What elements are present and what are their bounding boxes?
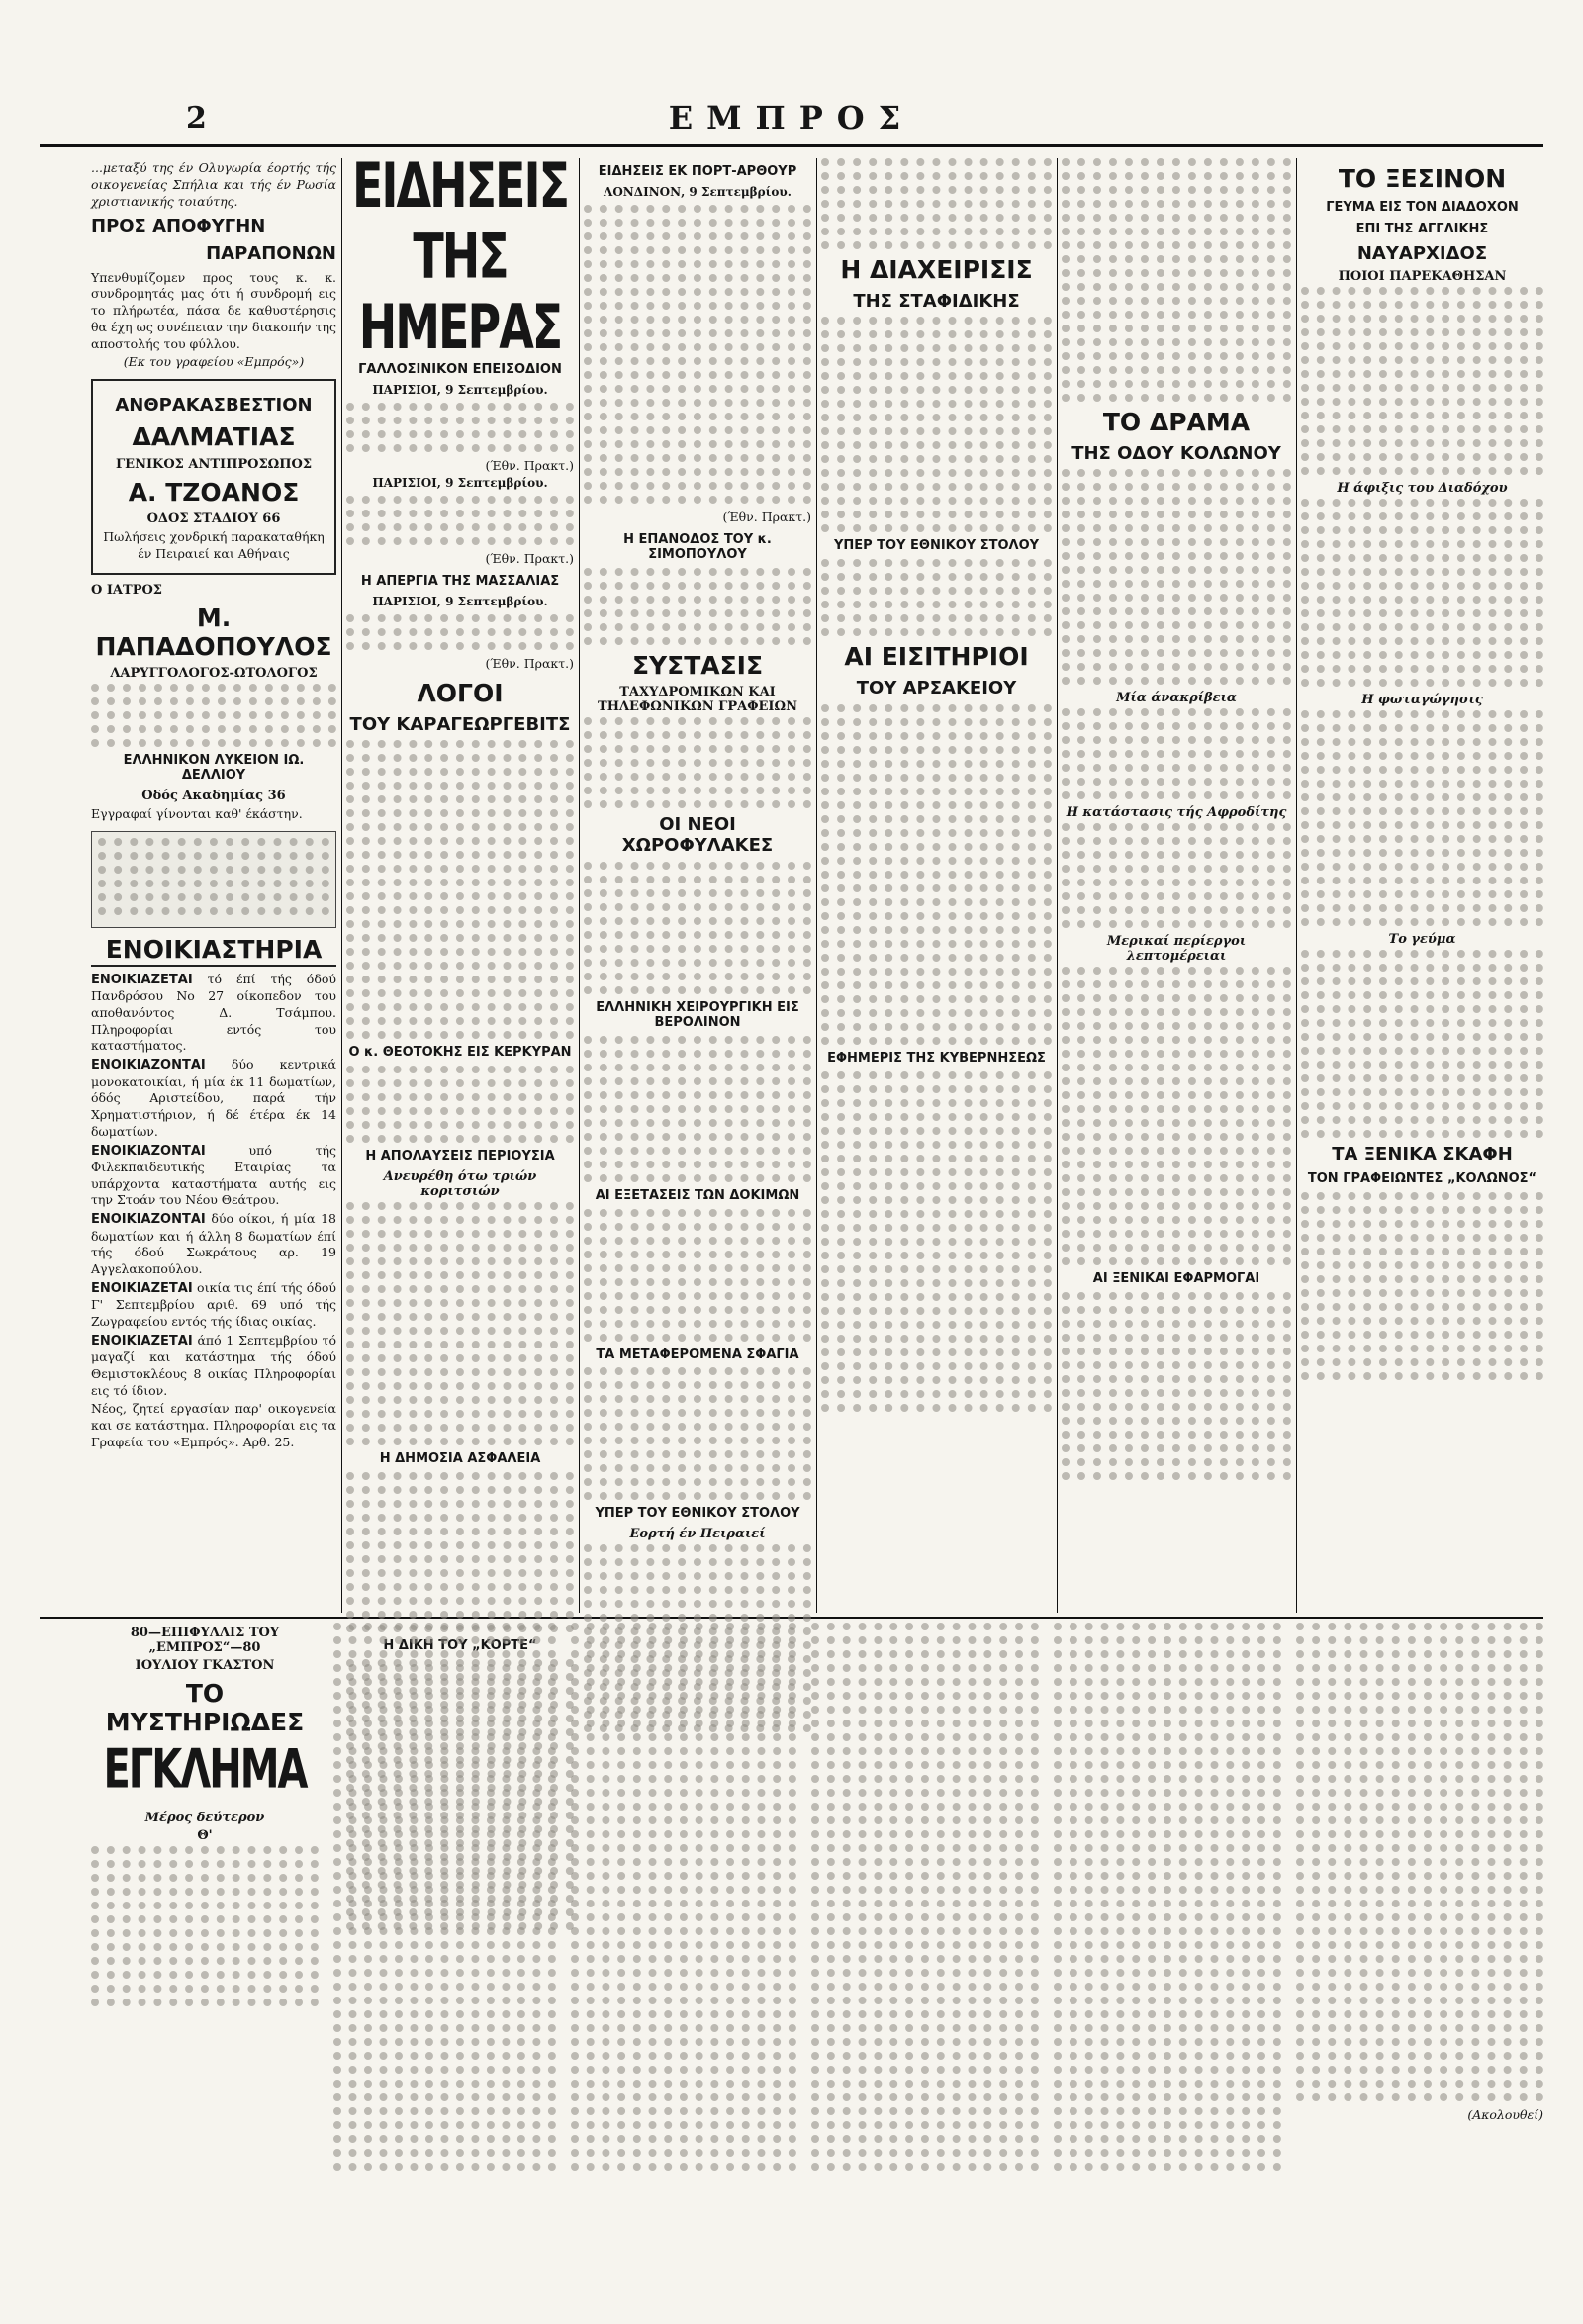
boxed-notice: [91, 831, 336, 928]
dateline: ΠΑΡΙΣΙΟΙ, 9 Σεπτεμβρίου.: [372, 382, 548, 397]
ad1-note: Πωλήσεις χονδρική παρακαταθήκη έν Πειραιεί και Αθήναις: [103, 529, 325, 562]
heading-efimeris: ΕΦΗΜΕΡΙΣ ΤΗΣ ΚΥΒΕΡΝΗΣΕΩΣ: [827, 1050, 1046, 1066]
heading-verolino: ΕΛΛΗΝΙΚΗ ΧΕΙΡΟΥΡΓΙΚΗ ΕΙΣ ΒΕΡΟΛΙΝΟΝ: [596, 999, 799, 1030]
subheading-systasis: ΤΑΧΥΔΡΟΜΙΚΩΝ ΚΑΙ ΤΗΛΕΦΩΝΙΚΩΝ ΓΡΑΦΕΙΩΝ: [598, 685, 797, 715]
heading-stolou-2: ΥΠΕΡ ΤΟΥ ΕΘΝΙΚΟΥ ΣΤΟΛΟΥ: [833, 538, 1040, 554]
ad1-address: ΟΔΟΣ ΣΤΑΔΙΟΥ 66: [146, 511, 281, 527]
column-4: [821, 158, 1052, 1613]
column-rule-5: [1296, 158, 1297, 1613]
dateline: ΠΑΡΙΣΙΟΙ, 9 Σεπτεμβρίου.: [372, 595, 548, 609]
heading-parapona: ΠΑΡΑΠΟΝΩΝ: [206, 242, 336, 264]
serial-column: [1296, 1623, 1543, 2226]
serial-column: [1054, 1623, 1281, 2226]
serial-section: [91, 1623, 1543, 2226]
subheading-stolou: Εορτή έν Πειραιεί: [629, 1527, 766, 1542]
column-6: [1301, 158, 1543, 1613]
serial-column: [333, 1623, 556, 2226]
parapona-source: (Εκ του γραφείου «Εμπρός»): [123, 354, 305, 370]
heading-eparchos: Η ΕΠΑΝΟΔΟΣ ΤΟΥ κ. ΣΙΜΟΠΟΥΛΟΥ: [623, 531, 772, 562]
heading-xesinon-5: ΠΟΙΟΙ ΠΑΡΕΚΑΘΗΣΑΝ: [1338, 269, 1507, 285]
heading-port-arthur: ΕΙΔΗΣΕΙΣ ΕΚ ΠΟΡΤ-ΑΡΘΟΥΡ: [598, 164, 797, 179]
rental-ad: ΕΝΟΙΚΙΑΖΟΝΤΑΙ δύο κεντρικά μονοκατοικίαι, ή μία έκ 11 δωματίων, όδός Αριστείδου, παρά τήν Χρηματιστήριον, ή δέ έτέρα έκ 14 δωματίων.: [91, 1057, 336, 1139]
heading-enoikiastiria: ΕΝΟΙΚΙΑΣΤΗΡΙΑ: [91, 936, 336, 967]
ad1-title: ΑΝΘΡΑΚΑΣΒΕΣΤΙΟΝ: [115, 395, 313, 417]
heading-eisitiria-2: ΤΟΥ ΑΡΣΑΚΕΙΟΥ: [856, 678, 1017, 699]
heading-eisitiria: ΑΙ ΕΙΣΙΤΗΡΙΟΙ: [844, 642, 1029, 672]
heading-xesinon: ΤΟ ΞΕΣΙΝΟΝ: [1338, 164, 1507, 193]
subheading-anakrisis: Μία άνακρίβεια: [1116, 691, 1237, 706]
subheading-katastasis: Η κατάστασις τής Αφροδίτης: [1066, 805, 1287, 821]
source-note: (Έθν. Πρακτ.): [722, 509, 811, 524]
heading-xesinon-2: ΓΕΥΜΑ ΕΙΣ ΤΟΝ ΔΙΑΔΟΧΟΝ: [1326, 199, 1519, 215]
subheading-gevma: Το γεύμα: [1388, 932, 1456, 948]
school-heading: ΕΛΛΗΝΙΚΟΝ ΛΥΚΕΙΟΝ ΙΩ. ΔΕΛΛΙΟΥ: [123, 753, 305, 784]
heading-xesinon-3: ΕΠΙ ΤΗΣ ΑΓΓΛΙΚΗΣ: [1355, 221, 1489, 236]
ad-anthrakasvestion: [91, 379, 336, 575]
source-note: (Έθν. Πρακτ.): [485, 551, 574, 567]
heading-diacheirisis: Η ΔΙΑΧΕΙΡΙΣΙΣ: [840, 255, 1033, 284]
serial-part: Μέρος δεύτερον: [144, 1810, 265, 1825]
heading-drama: ΤΟ ΔΡΑΜΑ: [1102, 408, 1251, 436]
heading-apergia: Η ΑΠΕΡΓΙΑ ΤΗΣ ΜΑΣΣΑΛΙΑΣ: [360, 574, 560, 590]
dateline: ΛΟΝΔΙΝΟΝ, 9 Σεπτεμβρίου.: [604, 184, 792, 199]
ad1-role: ΓΕΝΙΚΟΣ ΑΝΤΙΠΡΟΣΩΠΟΣ: [115, 456, 313, 472]
column-rule-2: [579, 158, 580, 1613]
serial-chapter: Θ': [197, 1827, 213, 1843]
column-rule-4: [1057, 158, 1058, 1613]
serial-header: 80—ΕΠΙΦΥΛΛΙΣ ΤΟΥ „ΕΜΠΡΟΣ“—80: [130, 1626, 280, 1655]
masthead: [40, 97, 1543, 144]
source-note: (Έθν. Πρακτ.): [485, 457, 574, 473]
dateline: ΠΑΡΙΣΙΟΙ, 9 Σεπτεμβρίου.: [372, 476, 548, 491]
heading-sfagia: ΤΑ ΜΕΤΑΦΕΡΟΜΕΝΑ ΣΦΑΓΙΑ: [596, 1347, 799, 1362]
neos-ad: Νέος, ζητεί εργασίαν παρ' οικογενεία και σε κατάστημα. Πληροφορίαι εις τα Γραφεία του «Εμπρός». Αρθ. 25.: [91, 1401, 336, 1449]
column-3: [584, 158, 811, 1613]
iatros-speciality: ΛΑΡΥΓΓΟΛΟΓΟΣ-ΩΤΟΛΟΓΟΣ: [110, 666, 318, 682]
heading-xesinon-4: ΝΑΥΑΡΧΙΔΟΣ: [1356, 242, 1488, 264]
masthead-rule: [40, 144, 1543, 147]
ad1-title-2: ΔΑΛΜΑΤΙΑΣ: [132, 421, 296, 451]
heading-xorofylakes: ΟΙ ΝΕΟΙ ΧΩΡΟΦΥΛΑΚΕΣ: [621, 814, 774, 856]
heading-asfaleia: Η ΔΗΜΟΣΙΑ ΑΣΦΑΛΕΙΑ: [379, 1451, 541, 1467]
subheading-apoldesis: Ανευρέθη ότω τριών κοριτσιών: [383, 1169, 537, 1200]
serial-title: ΤΟ ΜΥΣΤΗΡΙΩΔΕΣ: [105, 1679, 305, 1736]
serial-title-2: ΕΓΚΛΗΜΑ: [103, 1738, 307, 1801]
iatros-label: Ο ΙΑΤΡΟΣ: [91, 582, 162, 598]
heading-logoi: ΛΟΓΟΙ: [417, 678, 504, 707]
subheading-merikai: Μερικαί περίεργοι λεπτομέρειαι: [1106, 934, 1247, 965]
heading-xenika-skafi: ΤΑ ΞΕΝΙΚΑ ΣΚΑΦΗ: [1332, 1144, 1513, 1165]
serial-continued: (Ακολουθεί): [1467, 2107, 1543, 2122]
heading-systasis: ΣΥΣΤΑΣΙΣ: [631, 650, 764, 680]
newspaper-name: ΕΜΠΡΟΣ: [668, 99, 915, 137]
column-5: [1062, 158, 1291, 1613]
serial-column: [811, 1623, 1039, 2226]
parapona-text: Υπενθυμίζομεν προς τους κ. κ. συνδρομητάς μας ότι ή συνδρομή εις το πλήρωτέα, πάσα δε καθυστέρησις θα έχη ως συνέπειαν την διακοπήν της αποστολής του φύλλου.: [91, 269, 336, 351]
subheading-afixis: Η άφιξις του Διαδόχου: [1337, 481, 1508, 497]
rental-ad: ΕΝΟΙΚΙΑΖΕΤΑΙ άπό 1 Σεπτεμβρίου τό μαγαζί και κατάστημα τής όδού Θεμιστοκλέους 8 οικίας Πληροφορίαι εις τό ίδιον.: [91, 1332, 336, 1398]
rental-ad: ΕΝΟΙΚΙΑΖΕΤΑΙ οικία τις έπί τής όδού Γ' Σεπτεμβρίου αριθ. 69 υπό τής Ζωγραφείου εντός τής ίδιας οικίας.: [91, 1279, 336, 1329]
iatros-name: Μ. ΠΑΠΑΔΟΠΟΥΛΟΣ: [95, 603, 332, 661]
heading-dokimon: ΑΙ ΕΞΕΤΑΣΕΙΣ ΤΩΝ ΔΟΚΙΜΩΝ: [595, 1187, 800, 1203]
heading-diki: Η ΔΙΚΗ ΤΟΥ „ΚΟΡΤΕ“: [383, 1638, 537, 1654]
lead-text: ...μεταξύ της έν Ολυγωρία έορτής τής οικογενείας Σπήλια και τής έν Ρωσία χριστιανικής τοιαύτης.: [91, 160, 336, 209]
heading-xenikai: ΑΙ ΞΕΝΙΚΑΙ ΕΦΑΡΜΟΓΑΙ: [1092, 1271, 1260, 1287]
heading-theotokis: Ο κ. ΘΕΟΤΟΚΗΣ ΕΙΣ ΚΕΡΚΥΡΑΝ: [348, 1045, 572, 1061]
page-number: 2: [186, 101, 207, 136]
heading-diacheirisis-2: ΤΗΣ ΣΤΑΦΙΔΙΚΗΣ: [853, 290, 1020, 312]
heading-logoi-2: ΤΟΥ ΚΑΡΑΓΕΩΡΓΕΒΙΤΣ: [349, 713, 571, 735]
ad1-name: Α. ΤΖΟΑΝΟΣ: [128, 477, 300, 507]
source-note: (Έθν. Πρακτ.): [485, 656, 574, 672]
serial-author: ΙΟΥΛΙΟΥ ΓΚΑΣΤΟΝ: [135, 1658, 275, 1673]
heading-galosinikon: ΓΑΛΛΟΣΙΝΙΚΟΝ ΕΠΕΙΣΟΔΙΟΝ: [358, 361, 562, 377]
school-text: Εγγραφαί γίνονται καθ' έκάστην.: [91, 806, 303, 822]
serial-column: [571, 1623, 796, 2226]
rental-ad: ΕΝΟΙΚΙΑΖΟΝΤΑΙ δύο οίκοι, ή μία 18 δωματίων και ή άλλη 8 δωματίων έπί τής όδού Σωκράτους αρ. 19 Αγγελακοπούλου.: [91, 1211, 336, 1277]
column-rule-3: [816, 158, 817, 1613]
heading-stolou: ΥΠΕΡ ΤΟΥ ΕΘΝΙΚΟΥ ΣΤΟΛΟΥ: [595, 1506, 800, 1522]
heading-apofygi: ΠΡΟΣ ΑΠΟΦΥΓΗΝ: [91, 216, 266, 237]
column-1: [91, 158, 336, 1613]
heading-xenika-skafi-2: ΤΟΝ ΓΡΑΦΕΙΩΝΤΕΣ „ΚΟΛΩΝΟΣ“: [1307, 1171, 1537, 1186]
school-address: Οδός Ακαδημίας 36: [141, 789, 286, 804]
heading-eidiseis: ΕΙΔΗΣΕΙΣ ΤΗΣ ΗΜΕΡΑΣ: [351, 148, 569, 363]
heading-apoldesis: Η ΑΠΟΛΑΥΣΕΙΣ ΠΕΡΙΟΥΣΙΑ: [365, 1149, 555, 1164]
column-2: [346, 148, 574, 1654]
serial-column: [91, 1623, 319, 2226]
subheading-fotagogisis: Η φωταγώγησις: [1361, 693, 1483, 708]
heading-drama-2: ΤΗΣ ΟΔΟΥ ΚΟΛΩΝΟΥ: [1071, 442, 1281, 464]
column-rule-1: [341, 158, 342, 1613]
rental-ad: ΕΝΟΙΚΙΑΖΟΝΤΑΙ υπό τής Φιλεκπαιδευτικής Εταιρίας τα υπάρχοντα καταστήματα αυτής εις την Στοάν του Νέου Θεάτρου.: [91, 1142, 336, 1208]
rental-ad: ΕΝΟΙΚΙΑΖΕΤΑΙ τό έπί τής όδού Πανδρόσου Νο 27 οίκοπεδον του αποθανόντος Δ. Τσάμπου. Πληροφορίαι εντός του καταστήματος.: [91, 971, 336, 1054]
